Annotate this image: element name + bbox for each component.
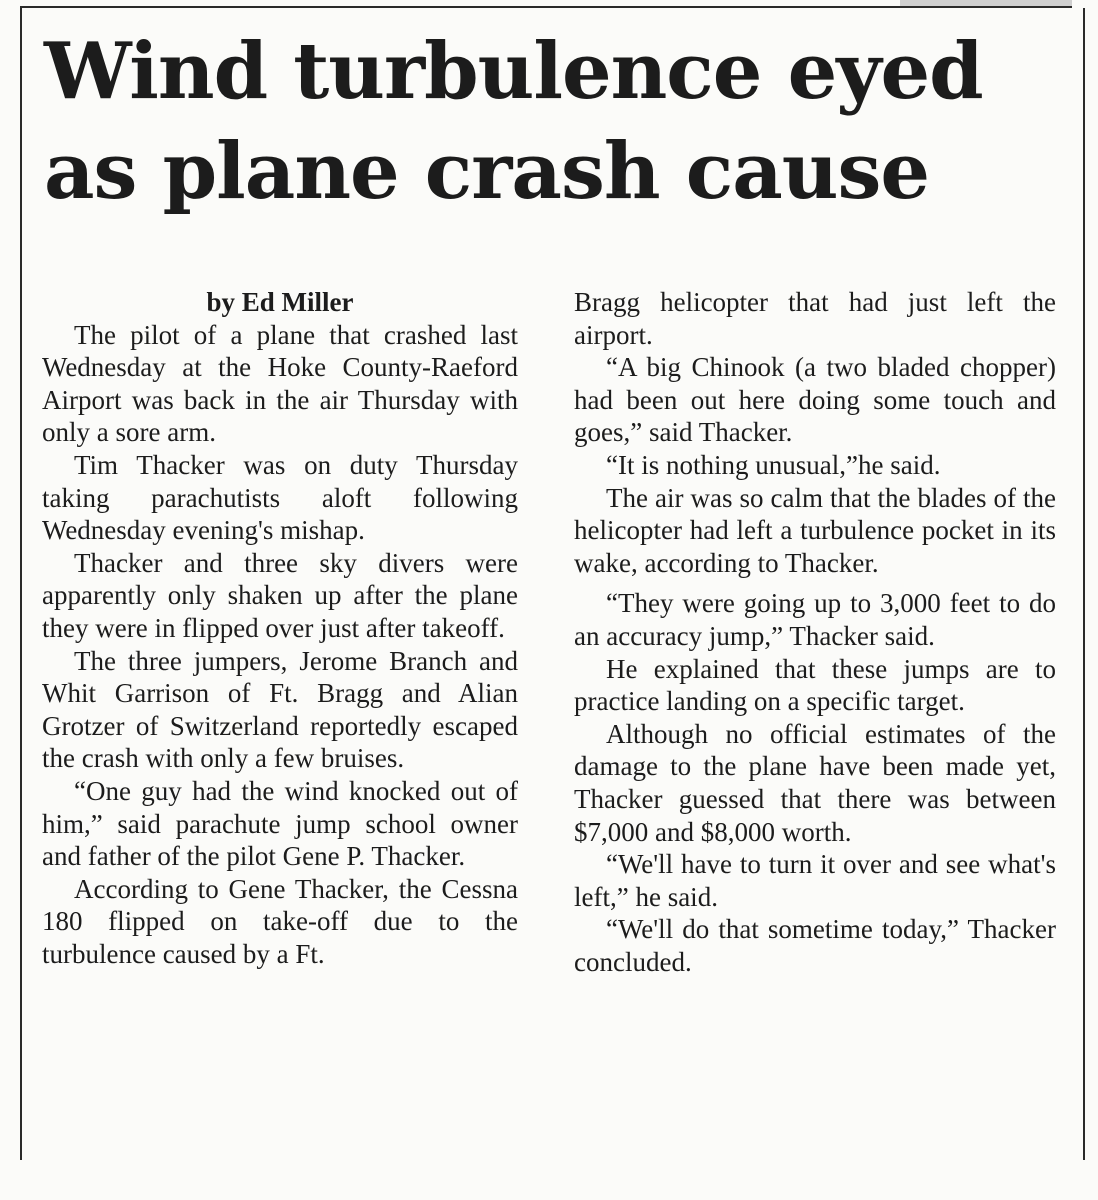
paragraph: Tim Thacker was on duty Thursday taking parachutists aloft following Wednesday evening's mishap. [42,449,518,546]
paragraph: He explained that these jumps are to practice landing on a specific target. [574,653,1056,717]
headline-line: as plane crash cause [44,126,929,217]
left-border-rule [20,8,22,1160]
left-column [42,286,518,970]
paragraph: Although no official estimates of the damage to the plane have been made yet, Thacker guessed that there was between $7,000 and $8,000 worth. [574,718,1056,847]
paragraph-continued: Bragg helicopter that had just left the airport. [574,287,1056,350]
headline [44,22,1074,222]
paragraph: “We'll have to turn it over and see what's left,” he said. [574,849,1056,912]
byline: by Ed Miller [206,287,354,317]
paragraph: “It is nothing unusual,”he said. [606,449,941,480]
paragraph: The three jumpers, Jerome Branch and Whit Garrison of Ft. Bragg and Alian Grotzer of Switzerland reportedly escaped the crash with only a few bruises. [42,645,518,774]
paragraph: The pilot of a plane that crashed last Wednesday at the Hoke County-Raeford Airport was back in the air Thursday with only a sore arm. [42,319,518,448]
paragraph: “One guy had the wind knocked out of him,” said parachute jump school owner and father of the pilot Gene P. Thacker. [42,775,518,872]
paragraph: According to Gene Thacker, the Cessna 180 flipped on take-off due to the turbulence caused by a Ft. [42,873,518,969]
paragraph: The air was so calm that the blades of the helicopter had left a turbulence pocket in its wake, according to Thacker. [574,482,1056,578]
right-column [574,286,1056,978]
paragraph: Thacker and three sky divers were apparently only shaken up after the plane they were in flipped over just after takeoff. [42,547,518,643]
top-border-rule [20,6,1072,8]
paragraph: “We'll do that sometime today,” Thacker concluded. [574,914,1056,977]
paragraph: “A big Chinook (a two bladed chopper) had been out here doing some touch and goes,” said Thacker. [574,352,1056,448]
headline-line: Wind turbulence eyed [44,26,983,117]
right-border-rule [1083,8,1085,1160]
paragraph: “They were going up to 3,000 feet to do an accuracy jump,” Thacker said. [574,588,1056,651]
